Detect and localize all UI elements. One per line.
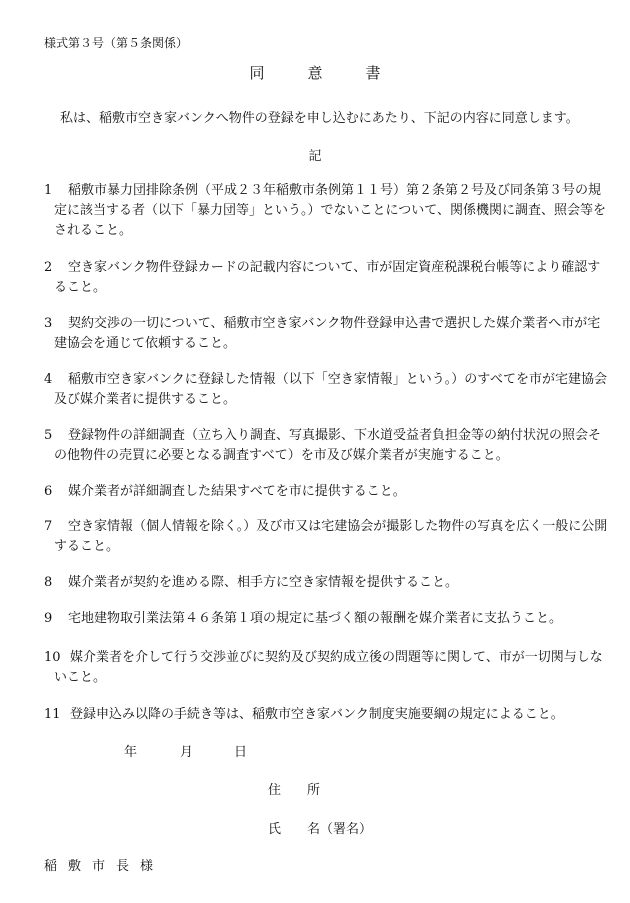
item-text: 媒介業者が契約を進める際、相手方に空き家情報を提供すること。 [68,575,459,590]
consent-item-10 [44,648,608,688]
date-day: 日 [234,745,248,760]
item-number: 1 [44,183,53,198]
consent-item-5 [44,426,608,466]
date-year: 年 [124,745,138,760]
item-number: 10 [44,650,61,665]
item-number: 2 [44,260,53,275]
date-line [124,741,247,760]
name-label: 氏 名（署名） [268,822,373,837]
item-text: 稲敷市暴力団排除条例（平成２３年稲敷市条例第１１号）第２条第２号及び同条第３号の規定に該当する者（以下「暴力団等」という。）でないことについて、関係機関に調査、照会等をされること。 [54,183,606,238]
item-text: 登録申込み以降の手続き等は、稲敷市空き家バンク制度実施要綱の規定によること。 [70,707,564,722]
item-text: 媒介業者を介して行う交渉並びに契約及び契約成立後の問題等に関して、市が一切関与しないこと。 [54,650,603,685]
item-text: 空き家情報（個人情報を除く。）及び市又は宅建協会が撮影した物件の写真を広く一般に公開すること。 [54,519,608,554]
item-text: 媒介業者が詳細調査した結果すべてを市に提供すること。 [68,484,406,499]
address-label: 住 所 [268,783,321,798]
consent-item-7 [44,517,608,557]
item-text: 空き家バンク物件登録カードの記載内容について、市が固定資産税課税台帳等により確認すること。 [54,260,601,295]
consent-item-4 [44,370,608,410]
item-number: 4 [44,372,53,387]
addressee: 稲敷市長様 [44,859,165,874]
consent-item-3 [44,314,608,354]
item-text: 契約交渉の一切について、稲敷市空き家バンク物件登録申込書で選択した媒介業者へ市が宅建協会を通じて依頼すること。 [54,316,601,351]
consent-item-2 [44,258,608,298]
consent-item-11 [44,705,608,725]
consent-item-6 [44,482,608,502]
item-text: 登録物件の詳細調査（立ち入り調査、写真撮影、下水道受益者負担金等の納付状況の照会その他物件の売買に必要となる調査すべて）を市及び媒介業者が実施すること。 [54,428,602,463]
consent-item-1 [44,181,608,241]
form-number: 様式第３号（第５条関係） [44,36,189,50]
item-number: 11 [44,707,61,722]
item-number: 6 [44,484,53,499]
item-number: 7 [44,519,53,534]
document-title: 同 意 書 [249,64,395,82]
item-number: 5 [44,428,53,443]
date-month: 月 [180,745,194,760]
consent-item-9 [44,609,608,629]
item-text: 稲敷市空き家バンクに登録した情報（以下「空き家情報」という。）のすべてを市が宅建協会及び媒介業者に提供すること。 [54,372,607,407]
ki-heading: 記 [308,149,322,164]
item-text: 宅地建物取引業法第４６条第１項の規定に基づく額の報酬を媒介業者に支払うこと。 [68,611,563,626]
item-number: 8 [44,575,53,590]
consent-item-8 [44,573,608,593]
item-number: 9 [44,611,53,626]
item-number: 3 [44,316,53,331]
intro-paragraph: 私は、稲敷市空き家バンクへ物件の登録を申し込むにあたり、下記の内容に同意します。 [60,111,579,126]
